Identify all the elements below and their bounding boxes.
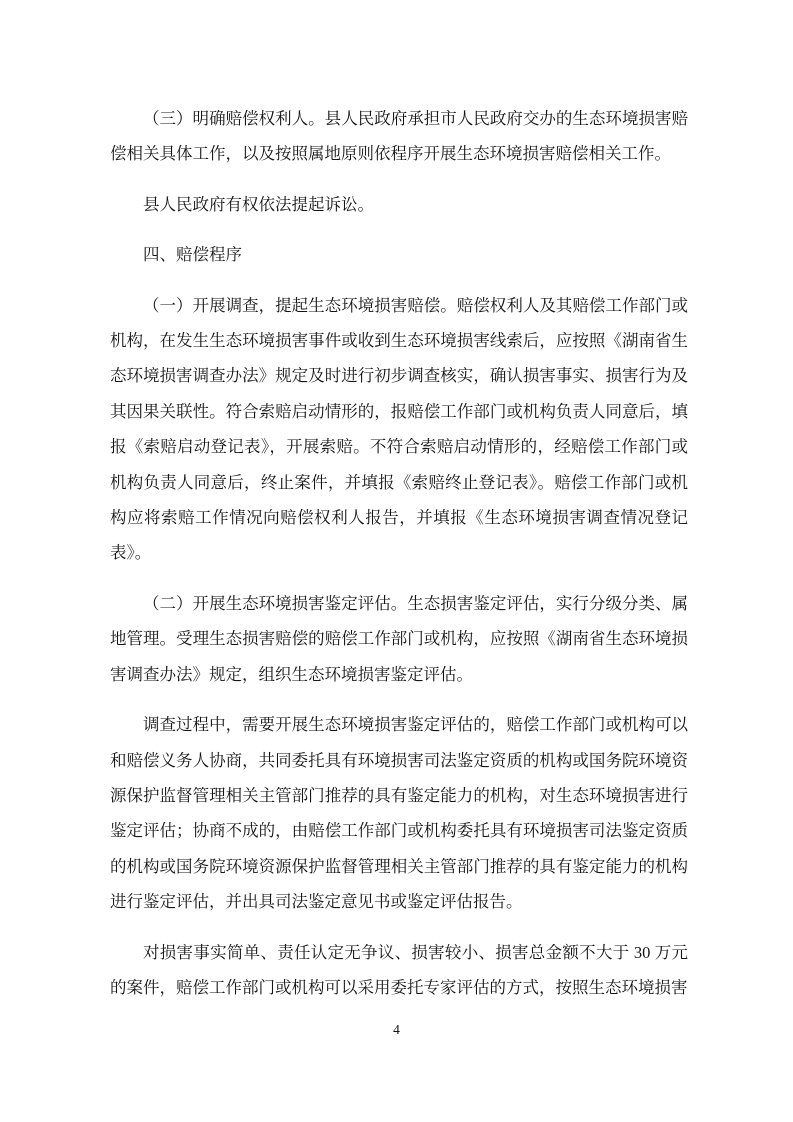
paragraph: 对损害事实简单、责任认定无争议、损害较小、损害总金额不大于 30 万元的案件，赔偿工作部门或机构可以采用委托专家评估的方式，按照生态环境损害 <box>110 942 688 997</box>
paragraph: 调查过程中，需要开展生态环境损害鉴定评估的，赔偿工作部门或机构可以和赔偿义务人协商，共同委托具有环境损害司法鉴定资质的机构或国务院环境资源保护监督管理相关主管部门推荐的具有鉴定能力的机构，对生态环境损害进行鉴定评估；协商不成的，由赔偿工作部门或机构委托具有环境损害司法鉴定资质的机构或国务院环境资源保护监督管理相关主管部门推荐的具有鉴定能力的机构进行鉴定评估，并出具司法鉴定意见书或鉴定评估报告。 <box>110 715 688 912</box>
paragraph: （二）开展生态环境损害鉴定评估。生态损害鉴定评估，实行分级分类、属地管理。受理生态损害赔偿的赔偿工作部门或机构，应按照《湖南省生态环境损害调查办法》规定，组织生态环境损害鉴定评估。 <box>110 593 688 684</box>
paragraph: （一）开展调查，提起生态环境损害赔偿。赔偿权利人及其赔偿工作部门或机构，在发生生态环境损害事件或收到生态环境损害线索后，应按照《湖南省生态环境损害调查办法》规定及时进行初步调查核实，确认损害事实、损害行为及其因果关联性。符合索赔启动情形的，报赔偿工作部门或机构负责人同意后，填报《索赔启动登记表》，开展索赔。不符合索赔启动情形的，经赔偿工作部门或机构负责人同意后，终止案件，并填报《索赔终止登记表》。赔偿工作部门或机构应将索赔工作情况向赔偿权利人报告，并填报《生态环境损害调查情况登记表》。 <box>110 295 688 563</box>
document-body <box>110 101 688 1005</box>
page-number: 4 <box>393 1022 400 1037</box>
paragraph: （三）明确赔偿权利人。县人民政府承担市人民政府交办的生态环境损害赔偿相关具体工作，以及按照属地原则依程序开展生态环境损害赔偿相关工作。 <box>110 109 688 164</box>
paragraph: 县人民政府有权依法提起诉讼。 <box>143 194 374 214</box>
section-heading: 四、赔偿程序 <box>143 245 242 265</box>
